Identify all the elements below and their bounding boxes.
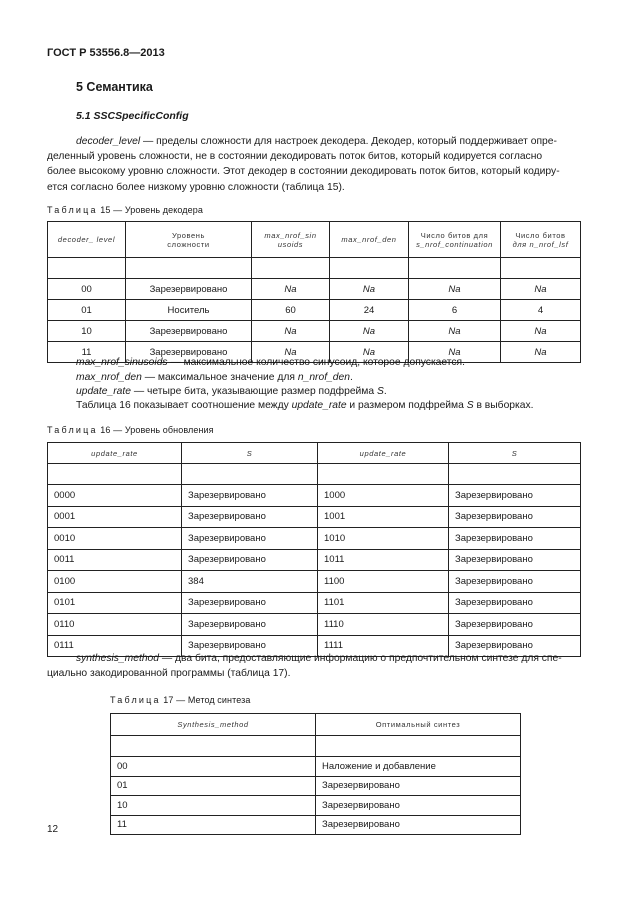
cell: Na [501, 279, 581, 300]
col-header [252, 222, 330, 258]
table-row [48, 571, 581, 593]
col-header: Оптимальный синтез [316, 714, 521, 736]
spacer-cell [48, 464, 182, 485]
cell: 1111 [318, 635, 449, 657]
cell: 60 [252, 300, 330, 321]
def-text: — максимальное количество синусоид, которое допускается. [167, 357, 465, 368]
section-title: 5 Семантика [76, 80, 153, 94]
cell: Зарезервировано [449, 571, 581, 593]
cell: Зарезервировано [182, 528, 318, 550]
caption-label: Таблица [110, 695, 161, 705]
col-header-line: max_nrof_sin [264, 230, 317, 240]
table-row [48, 279, 581, 300]
cell: Зарезервировано [316, 796, 521, 816]
cell: 0111 [48, 635, 182, 657]
cell: Na [409, 321, 501, 342]
paragraph-line: — два бита, предоставляющие информацию о предпочтительном синтезе для спе- [159, 653, 562, 664]
col-header: Synthesis_method [111, 714, 316, 736]
paragraph-line: — пределы сложности для настроек декодера. Декодер, который поддерживает опре- [140, 136, 557, 147]
table-header-row [48, 222, 581, 258]
table-update-rate [47, 442, 581, 657]
caption-text: 15 — Уровень декодера [97, 205, 203, 215]
col-header-line: для n_nrof_lsf [512, 239, 569, 249]
table-row [48, 528, 581, 550]
cell: 01 [111, 776, 316, 796]
cell: 4 [501, 300, 581, 321]
table17-caption [110, 695, 250, 705]
table-row [111, 796, 521, 816]
subsection-title: 5.1 SSCSpecificConfig [76, 110, 189, 122]
cell: Na [330, 321, 409, 342]
cell: 0010 [48, 528, 182, 550]
spacer-cell [182, 464, 318, 485]
col-header: S [182, 443, 318, 464]
col-header: update_rate [318, 443, 449, 464]
cell: Зарезервировано [316, 815, 521, 835]
col-header: S [449, 443, 581, 464]
table-row [111, 776, 521, 796]
cell: Na [330, 342, 409, 363]
table-spacer-row [111, 736, 521, 757]
cell: 00 [48, 279, 126, 300]
table-header-row [111, 714, 521, 736]
term: update_rate [76, 386, 131, 397]
table-row [48, 592, 581, 614]
def-text: — четыре бита, указывающие размер подфрейма [130, 386, 377, 397]
cell: Na [409, 279, 501, 300]
def-update-rate [76, 386, 387, 397]
cell: Зарезервировано [182, 506, 318, 528]
spacer-cell [126, 258, 252, 279]
cell: 1010 [318, 528, 449, 550]
def-text: Таблица 16 показывает соотношение между [76, 400, 292, 411]
spacer-cell [316, 736, 521, 757]
cell: 384 [182, 571, 318, 593]
spacer-cell [111, 736, 316, 757]
cell: Na [501, 321, 581, 342]
col-header: update_rate [48, 443, 182, 464]
table-row [48, 506, 581, 528]
col-header [501, 222, 581, 258]
cell: Зарезервировано [182, 485, 318, 507]
def-text: . [383, 386, 387, 397]
cell: Зарезервировано [449, 549, 581, 571]
cell: Зарезервировано [182, 614, 318, 636]
cell: Na [501, 342, 581, 363]
col-header-line: Число битов для [420, 230, 489, 240]
term: S [376, 386, 384, 397]
spacer-cell [409, 258, 501, 279]
cell: 0101 [48, 592, 182, 614]
table-row [111, 757, 521, 777]
cell: 1110 [318, 614, 449, 636]
cell: Зарезервировано [182, 592, 318, 614]
cell: 1001 [318, 506, 449, 528]
term: n_nrof_den [297, 372, 350, 383]
cell: 00 [111, 757, 316, 777]
cell: Зарезервировано [449, 635, 581, 657]
cell: 0110 [48, 614, 182, 636]
cell: 1101 [318, 592, 449, 614]
cell: 1100 [318, 571, 449, 593]
page-number: 12 [47, 824, 59, 835]
spacer-cell [449, 464, 581, 485]
cell: Наложение и добавление [316, 757, 521, 777]
term: S [466, 400, 474, 411]
paragraph-line: более высокому уровню сложности. Этот декодер в состоянии декодировать поток битов, который кодиру- [47, 166, 560, 178]
caption-text: 16 — Уровень обновления [97, 425, 214, 435]
cell: 10 [111, 796, 316, 816]
cell: Na [330, 279, 409, 300]
cell: 1011 [318, 549, 449, 571]
cell: 6 [409, 300, 501, 321]
table-header-row [48, 443, 581, 464]
caption-text: 17 — Метод синтеза [160, 695, 251, 705]
def-max-nrof-den [76, 372, 353, 383]
table-row [48, 300, 581, 321]
table-decoder-level [47, 221, 581, 363]
col-header-line: Число битов [515, 230, 566, 240]
table16-intro [76, 400, 534, 411]
def-text: . [349, 372, 353, 383]
cell: Зарезервировано [449, 592, 581, 614]
spacer-cell [252, 258, 330, 279]
cell: Носитель [126, 300, 252, 321]
table-row [111, 815, 521, 835]
term-decoder-level: decoder_level [76, 136, 141, 147]
cell: 24 [330, 300, 409, 321]
paragraph-line: деленный уровень сложности, не в состоянии декодировать поток битов, который кодируется согласно [47, 151, 543, 163]
col-header [126, 222, 252, 258]
table-row [48, 549, 581, 571]
caption-label: Таблица [47, 425, 98, 435]
table-synthesis-method [110, 713, 521, 835]
paragraph-line: ется согласно более низкому уровню сложности (таблица 15). [47, 181, 345, 193]
cell: Зарезервировано [126, 342, 252, 363]
term: update_rate [291, 400, 347, 411]
spacer-cell [48, 258, 126, 279]
col-header-line: s_nrof_continuation [416, 239, 493, 249]
table16-caption [47, 425, 214, 435]
paragraph-line: циально закодированной программы (таблица 17). [47, 668, 291, 680]
def-text: и размером подфрейма [346, 400, 467, 411]
cell: Зарезервировано [449, 506, 581, 528]
col-header: decoder_ level [48, 222, 126, 258]
cell: Зарезервировано [126, 279, 252, 300]
table-spacer-row [48, 258, 581, 279]
cell: 0000 [48, 485, 182, 507]
cell: Na [252, 321, 330, 342]
def-text: — максимальное значение для [141, 372, 298, 383]
def-text: в выборках. [473, 400, 534, 411]
cell: 11 [48, 342, 126, 363]
cell: 01 [48, 300, 126, 321]
cell: 0011 [48, 549, 182, 571]
cell: Зарезервировано [182, 549, 318, 571]
caption-label: Таблица [47, 205, 98, 215]
cell: 0100 [48, 571, 182, 593]
cell: Na [252, 279, 330, 300]
cell: Зарезервировано [449, 614, 581, 636]
cell: Зарезервировано [182, 635, 318, 657]
col-header-line: сложности [167, 239, 210, 249]
cell: Зарезервировано [126, 321, 252, 342]
cell: 0001 [48, 506, 182, 528]
table-row [48, 485, 581, 507]
cell: Зарезервировано [316, 776, 521, 796]
cell: Зарезервировано [449, 485, 581, 507]
cell: Na [252, 342, 330, 363]
spacer-cell [318, 464, 449, 485]
cell: 11 [111, 815, 316, 835]
table-row [48, 321, 581, 342]
def-max-nrof-sinusoids [76, 357, 465, 368]
decoder-level-paragraph [47, 134, 578, 195]
cell: 1000 [318, 485, 449, 507]
document-standard-header: ГОСТ Р 53556.8—2013 [47, 47, 165, 59]
table15-caption [47, 205, 203, 215]
term: max_nrof_sinusoids [76, 357, 168, 368]
col-header: max_nrof_den [330, 222, 409, 258]
col-header-line: usoids [277, 239, 304, 249]
term: max_nrof_den [76, 372, 142, 383]
spacer-cell [330, 258, 409, 279]
synthesis-method-paragraph [47, 651, 578, 681]
spacer-cell [501, 258, 581, 279]
table-row [48, 614, 581, 636]
cell: 10 [48, 321, 126, 342]
cell: Na [409, 342, 501, 363]
term-synthesis-method: synthesis_method [76, 653, 159, 664]
table-spacer-row [48, 464, 581, 485]
cell: Зарезервировано [449, 528, 581, 550]
col-header [409, 222, 501, 258]
col-header-line: Уровень [171, 230, 206, 240]
